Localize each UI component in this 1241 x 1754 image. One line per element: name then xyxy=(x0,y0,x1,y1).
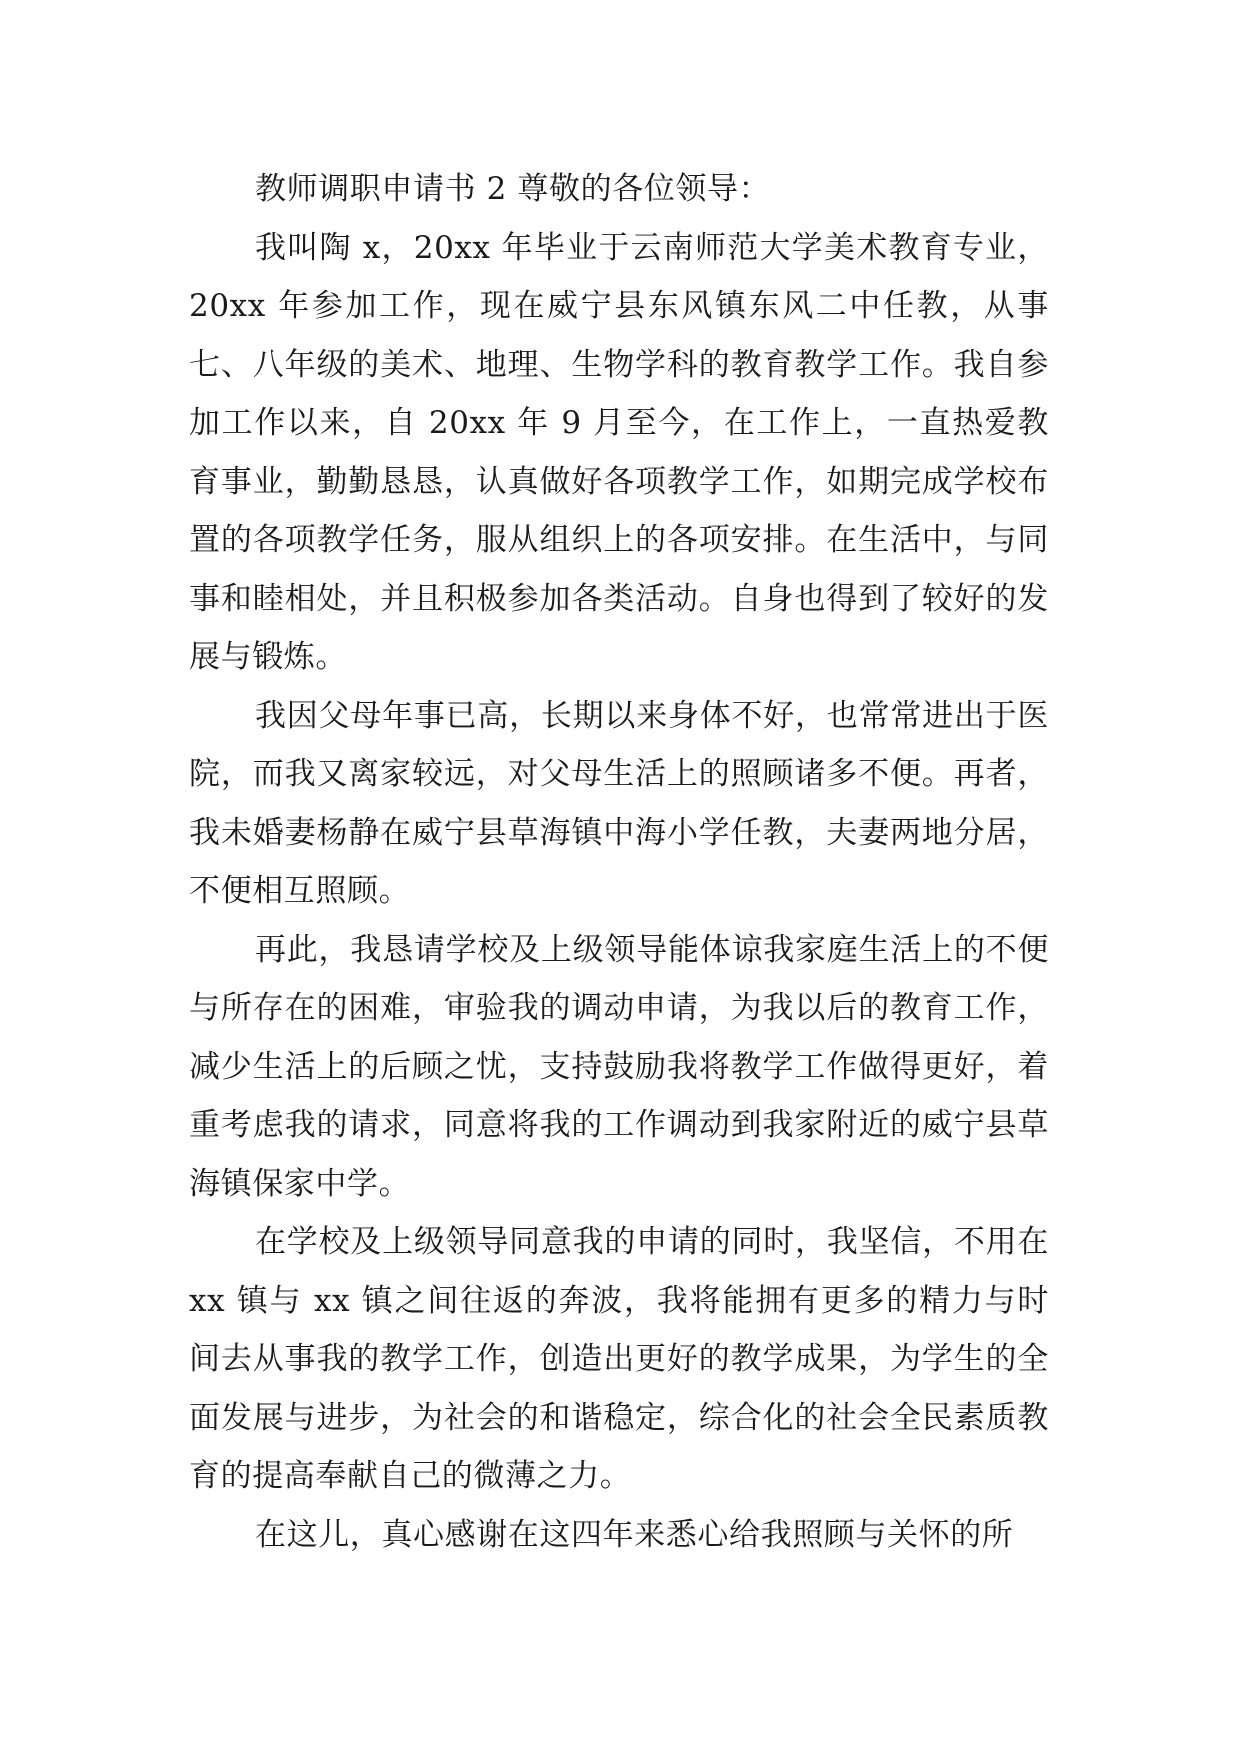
paragraph-thanks: 在这儿，真心感谢在这四年来悉心给我照顾与关怀的所 xyxy=(255,1516,1014,1553)
paragraph-commitment: 在学校及上级领导同意我的申请的同时，我坚信，不用在 xx 镇与 xx 镇之间往返的奔波，我将能拥有更多的精力与时间去从事我的教学工作，创造出更好的教学成果，为学生的全面发展与进步，为社会的和谐稳定，综合化的社会全民素质教育的提高奉献自己的微薄之力。 xyxy=(189,1224,1049,1494)
paragraph-self-introduction: 我叫陶 x，20xx 年毕业于云南师范大学美术教育专业，20xx 年参加工作，现在威宁县东风镇东风二中任教，从事七、八年级的美术、地理、生物学科的教育教学工作。我自参加工作以来，自 20xx 年 9 月至今，在工作上，一直热爱教育事业，勤勤恳恳，认真做好各项教学工作，如期完成学校布置的各项教学任务，服从组织上的各项安排。在生活中，与同事和睦相处，并且积极参加各类活动。自身也得到了较好的发展与锻炼。 xyxy=(189,229,1049,675)
paragraph-transfer-request: 再此，我恳请学校及上级领导能体谅我家庭生活上的不便与所存在的困难，审验我的调动申请，为我以后的教育工作，减少生活上的后顾之忧，支持鼓励我将教学工作做得更好，着重考虑我的请求，同意将我的工作调动到我家附近的威宁县草海镇保家中学。 xyxy=(189,931,1049,1202)
paragraph-family-reasons: 我因父母年事已高，长期以来身体不好，也常常进出于医院，而我又离家较远，对父母生活上的照顾诸多不便。再者，我未婚妻杨静在威宁县草海镇中海小学任教，夫妻两地分居，不便相互照顾。 xyxy=(189,697,1049,909)
paragraph-title-salutation: 教师调职申请书 2 尊敬的各位领导： xyxy=(255,171,771,207)
document-body xyxy=(189,160,1049,1564)
